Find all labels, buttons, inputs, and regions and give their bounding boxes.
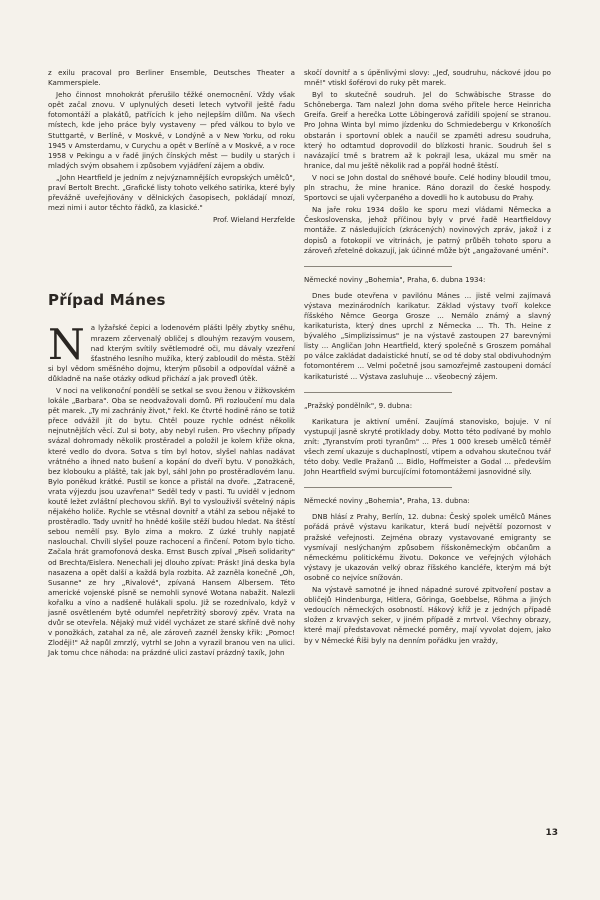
- prazsky-pondelnik-text: Karikatura je aktivní umění. Zaujímá stanovisko, bojuje. V ní vystupují jasně skryté protiklady doby. Motto této podívané by mohlo znít: „Tyranstvím proti tyranům" ... Přes 1 000 kreseb umělců téměř všech zemí ukazuje s duchaplností, vtipem a odvahou skutečnou tvář této doby. Vedle Pražanů ... Bidlo, Hoffmeister a Godal ... především John Heartfield svými burcujícími fotomontážemi jasnovidné síly.: [304, 416, 551, 477]
- intro-paragraph-3: „John Heartfield je jedním z nejvýznamnějších evropských umělců", praví Bertolt Brecht. „Grafické listy tohoto velkého satirika, které byly převážně uveřejňovány v dělnických časopisech, pokládají mnozí, mezi nimi i autor těchto řádků, za klasické.": [48, 172, 295, 213]
- right-column: [304, 68, 551, 648]
- story-text: [48, 320, 295, 658]
- bohemia-13-paragraph-2: Na výstavě samotné je ihned nápadné surové zpitvoření postav a obličejů Hindenburga, Hitlera, Göringa, Goebbelse, Röhma a jiných vedoucích německých osobností. Hákový kříž je z jedných případě složen z krvavých seker, v jiném případě z mrtvol. Všechny obrazy, které mají představovat německé poměry, mají vyvolat dojem, jako by v Německé Říši byly na denním pořádku jen vraždy,: [304, 585, 551, 645]
- intro-text: [48, 68, 295, 225]
- right-paragraph-3: V noci se John dostal do sněhové bouře. Celé hodiny bloudil tmou, pln strachu, že mine hranice. Ráno dorazil do české hospody. Sportovci se ujali vyčerpaného a dovedli ho k autobusu do Prahy.: [304, 172, 551, 203]
- divider-rule: [304, 266, 452, 267]
- story-paragraph-1-text: a lyžařské čepici a lodenovém plášti lpěly zbytky sněhu, mrazem zčervenalý obličej s dlouhým rezavým vousem, nad kterým svítily světlemodré oči, mu dávaly vzezření šťastného lesního mužíka, který zabloudil do města. Stěží si byl vědom směšného dojmu, kterým působil a odpovídal vážně a důkladně na naše otázky odkud přichází a jak proveďl útěk.: [48, 323, 295, 383]
- right-paragraph-1: skočí dovnitř a s úpěnlivými slovy: „Jeď, soudruhu, náckové jdou po mně!" vtiskl šoférovi do ruky pět marek.: [304, 68, 551, 88]
- section-title-prazsky-pondelnik: „Pražský pondělník", 9. dubna:: [304, 400, 413, 410]
- bohemia-6-text: Dnes bude otevřena v pavilónu Mánes ... jistě velmi zajímavá výstava mezinárodních karikatur. Základ výstavy tvoří kolekce říšského Němce Georga Grosze ... Nemálo známý a slavný karikaturista, který dnes uprchl z Německa ... Th. Th. Heine z bývalého „Simplizissimus" je na výstavě zastoupen 27 barevnými listy ... Angličan John Heartfield, který společně s Groszem pomáhal po válce zakládat dadaistické hnutí, se od té doby stal obdivuhodným fotomontérem ... Velmi početně jsou samozřejmě zastoupeni domácí karikaturisté ... Výstava zasluhuje ... všeobecný zájem.: [304, 290, 551, 381]
- bohemia-13-paragraph-1: DNB hlásí z Prahy, Berlín, 12. dubna: Český spolek umělců Mánes pořádá právě výstavu karikatur, která budí největší pozornost v pražské veřejnosti. Zejména obrazy vystavované emigranty se vysmívají neslýchaným způsobem říšskoněmeckým občanům a německému politickému životu. Dokonce ve veřejných výlohách výstavy je ukazován velký obraz říšského kancléře, kterým má být osobně co nejvíce snížován.: [304, 512, 551, 582]
- intro-paragraph-2: Jeho činnost mnohokrát přerušilo těžké onemocnění. Vždy však opět začal znovu. V uplynulých deseti letech vytvořil ještě řadu fotomontáží a plakátů, patřících k jeho nejlepším dílům. Na všech místech, kde jeho práce byly vystaveny — před válkou to bylo ve Stuttgartě, v Berlíně, v Moskvě, v Londýně a v New Yorku, od roku 1945 v Amsterdamu, v Curychu a opět v Berlíně a v Moskvě, a v roce 1958 v Pekingu a v řadě jiných čínských měst — budily u starých i mladých svým obsahem i způsobem vyjádření zájem a obdiv.: [48, 90, 295, 170]
- right-paragraph-2: Byl to skutečně soudruh. Jel do Schwäbische Strasse do Schöneberga. Tam nalezl John doma svého přítele herce Heinricha Greifa. Greif a herečka Lotte Löbingerová zařídili spojení se stranou. Pro Johna Winta byl mimo jízdenku do Schmiedebergu v Krkonoších obstarán i sportovní oblek a naučil se zpaměti adresu soudruha, který ho odtamtud doprovodil do blízkosti hranic. Soudruh šel s navázající tmě s bratrem až k pokrajl lesa, ukázal mu směr na hranice, dal mu ještě několik rad a popřál hodně štěstí.: [304, 90, 551, 170]
- drop-cap: N: [48, 320, 85, 370]
- spacer: [48, 225, 295, 291]
- left-column: [48, 68, 295, 661]
- intro-paragraph-1: z exilu pracoval pro Berliner Ensemble, Deutsches Theater a Kammerspiele.: [48, 68, 295, 88]
- page-number: 13: [545, 828, 558, 838]
- author-signature: Prof. Wieland Herzfelde: [212, 215, 295, 225]
- divider-rule: [304, 392, 452, 393]
- article-heading: Případ Mánes: [48, 291, 166, 310]
- right-paragraph-4: Na jaře roku 1934 došlo ke sporu mezi vládami Německa a Československa, jehož příčinou byly v prvé řadě Heartfieldovy montáže. Z následujících (zkrácených) novinových zpráv, jakož i z dopisů a fotokopií ve vitrinách, je patrný průběh tohoto sporu a zároveň zřetelně dokazují, jak účinné může být „angažované umění".: [304, 205, 551, 255]
- story-paragraph-1: [48, 320, 295, 384]
- section-title-bohemia-13: Německé noviny „Bohemia", Praha, 13. dubna:: [304, 496, 470, 506]
- story-paragraph-2: V noci na velikonoční pondělí se setkal se svou ženou v žižkovském lokále „Barbara". Oba se neodvažovali domů. Při rozloučení mu dala pět marek. „Ty mi zachrániy život," řekl. Ke čtvrté hodině ráno se totiž přece odvážil jít do bytu. Chtěl pouze rychle odnést několik nejnutnějších věcí. Zul si boty, aby nebyl rušen. Pro všechny případy svázal dohromady několik prostěradel a položil je kolem křiže okna, které vedlo do dvora. Sotva s tím byl hotov, slyšel nahlas nadávat vrátného a ihned nato bušení a kopání do dveří bytu. V ponožkách, bez klobouku a pláště, tak jak byl, sáhl John po prostěradlovém lanu. Bylo poněkud krátké. Pustil se konce a přistál na dvoře. „Zatraceně, vrata výjezdu jsou uzavřena!" Seděl tedy v pasti. Tu uviděl v jednom koutě ležet zvláštní plechovou skříň. Byl to vyslouživší světelný nápis nějakého holiče. Rychle se vtěsnal dovnitř a vtáhl za sebou nějaké to prostěradlo. Tady uvnitř ho hnědé košile stěží budou hledat. Na štěstí sebou nemělí psy. Bylo zima a mokro. Z úzké truhly napjatě naslouchal. Chvíli slyšel pouze rachocení a řinčení. Potom bylo ticho. Začala hrát gramofonová deska. Ernst Busch zpíval „Píseň solidarity" od Brechta/Eislera. Nenechali jej dlouho zpívat: Prásk! Jiná deska byla nasazena a opět další a každá byla rozbita. Až zazněla konečně „Oh, Susanne" ze hry „Rivalové", zpívaná Hansem Albersem. Této americké vojenské písně se nemohli synové Wotana nabažit. Nalezli kořalku a víno a nadšeně hulákali spolu. Již se rozednívalo, když v jasně osvětleném bytě odumřel nepřetržitý sborový zpěv. Vrata na dvůr se otevřela. Nějaký muž vidél vycházet ze staré skříně dvě nohy v ponožkách, zatahal za ně, ale zároveň zaznél žensky křik: „Pomoc! Zloději!" Až napůl zmrzlý, vytrhl se John a vyrazil branou ven na ulici. Jak tomu chce náhoda: na prázdné ulici zastaví prázdný taxík, John: [48, 385, 295, 658]
- section-title-bohemia-6: Německé noviny „Bohemia", Praha, 6. dubna 1934:: [304, 274, 486, 284]
- divider-rule: [304, 487, 452, 488]
